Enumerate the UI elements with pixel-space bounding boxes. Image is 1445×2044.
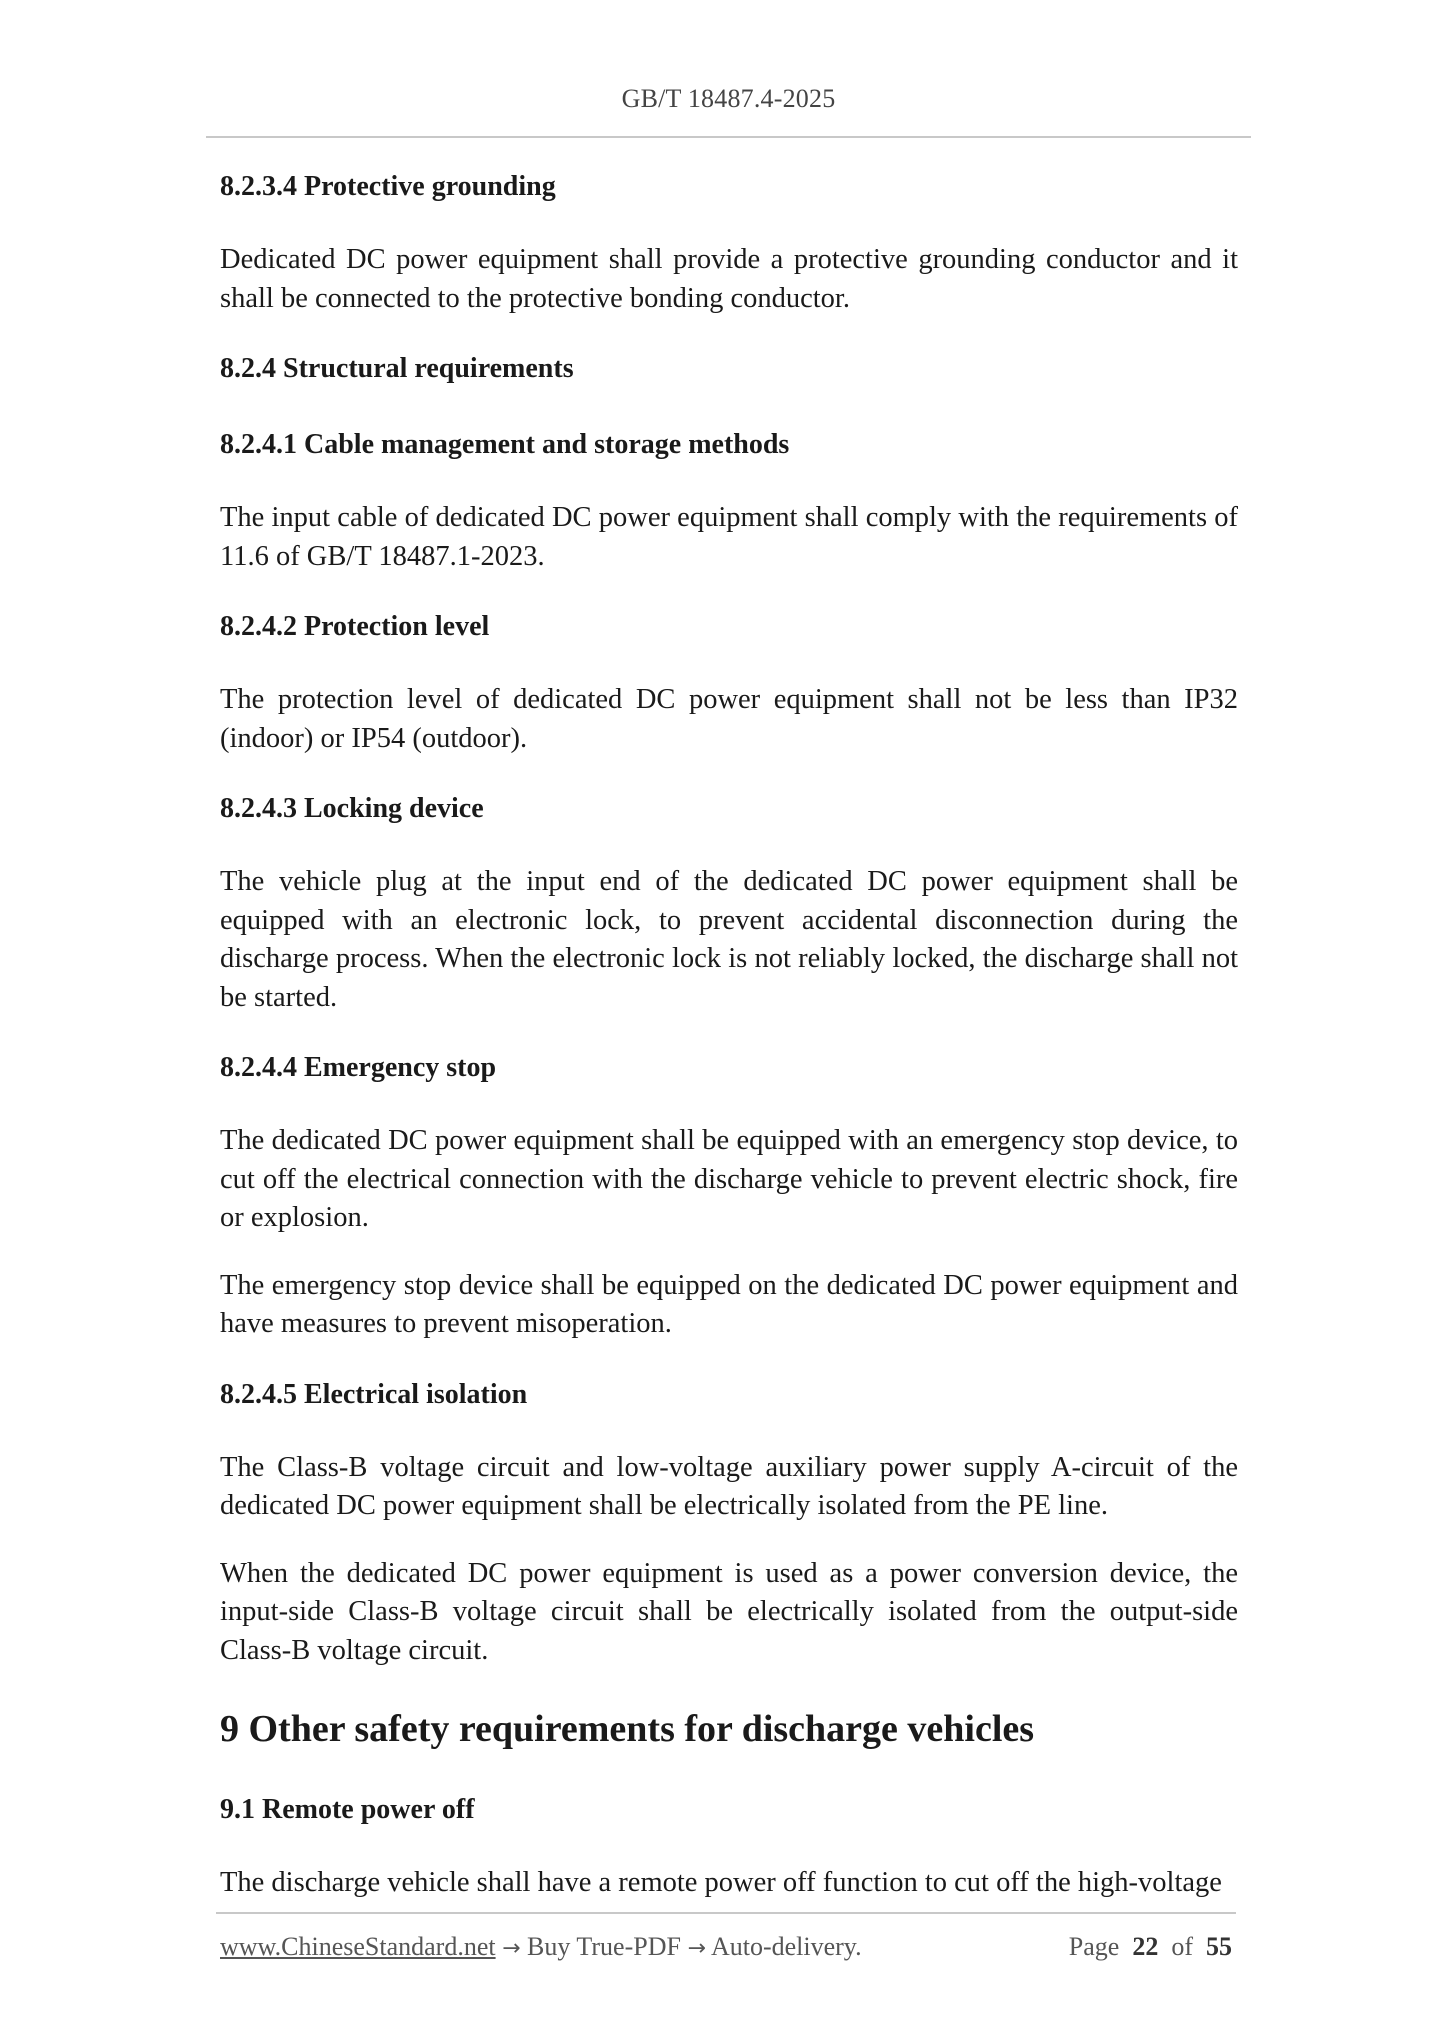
paragraph: The protection level of dedicated DC power equipment shall not be less than IP32 (indoor) or IP54 (outdoor). [220,684,1238,754]
heading-9-1: 9.1 Remote power off [220,1794,475,1825]
heading-8-2-4-1: 8.2.4.1 Cable management and storage methods [220,429,790,460]
page-current: 22 [1132,1932,1159,1961]
paragraph: The vehicle plug at the input end of the dedicated DC power equipment shall be equipped with an electronic lock, to prevent accidental disconnection during the discharge process. When the electronic lock is not reliably locked, the discharge shall not be started. [220,866,1238,1013]
heading-8-2-4-5: 8.2.4.5 Electrical isolation [220,1378,528,1410]
heading-8-2-3-4: 8.2.3.4 Protective grounding [220,171,556,202]
arrow-right-icon: → [502,1936,521,1961]
of-label: of [1171,1932,1193,1961]
buy-text: Buy True-PDF [527,1932,681,1961]
delivery-text: Auto-delivery. [710,1932,862,1961]
heading-8-2-4: 8.2.4 Structural requirements [220,353,574,384]
arrow-right-icon: → [687,1936,706,1961]
footer-left [220,1932,862,1962]
paragraph: Dedicated DC power equipment shall provide a protective grounding conductor and it shall be connected to the protective bonding conductor. [220,244,1238,314]
paragraph: The dedicated DC power equipment shall be equipped with an emergency stop device, to cut off the electrical connection with the discharge vehicle to prevent electric shock, fire or explosion. [220,1125,1238,1233]
paragraph: The emergency stop device shall be equipped on the dedicated DC power equipment and have measures to prevent misoperation. [220,1269,1238,1339]
website-link[interactable]: www.ChineseStandard.net [220,1932,496,1961]
heading-8-2-4-4: 8.2.4.4 Emergency stop [220,1052,497,1083]
heading-8-2-4-3: 8.2.4.3 Locking device [220,793,484,824]
page-label: Page [1068,1932,1120,1961]
paragraph: The Class-B voltage circuit and low-voltage auxiliary power supply A-circuit of the dedicated DC power equipment shall be electrically isolated from the PE line. [220,1451,1238,1521]
paragraph: The input cable of dedicated DC power equipment shall comply with the requirements of 11.6 of GB/T 18487.1-2023. [220,502,1238,572]
heading-8-2-4-2: 8.2.4.2 Protection level [220,611,490,642]
paragraph: When the dedicated DC power equipment is used as a power conversion device, the input-side Class-B voltage circuit shall be electrically isolated from the output-side Class-B voltage circuit. [220,1557,1238,1666]
document-body [220,165,1238,1932]
footer-divider [216,1912,1236,1914]
paragraph: The discharge vehicle shall have a remote power off function to cut off the high-voltage [220,1867,1222,1898]
page-number [1069,1932,1232,1962]
page-header: GB/T 18487.4-2025 [621,84,836,113]
page-total: 55 [1206,1932,1232,1961]
page-footer [220,1932,1232,1962]
heading-9: 9 Other safety requirements for discharge vehicles [220,1708,1035,1750]
header-divider [206,136,1251,138]
